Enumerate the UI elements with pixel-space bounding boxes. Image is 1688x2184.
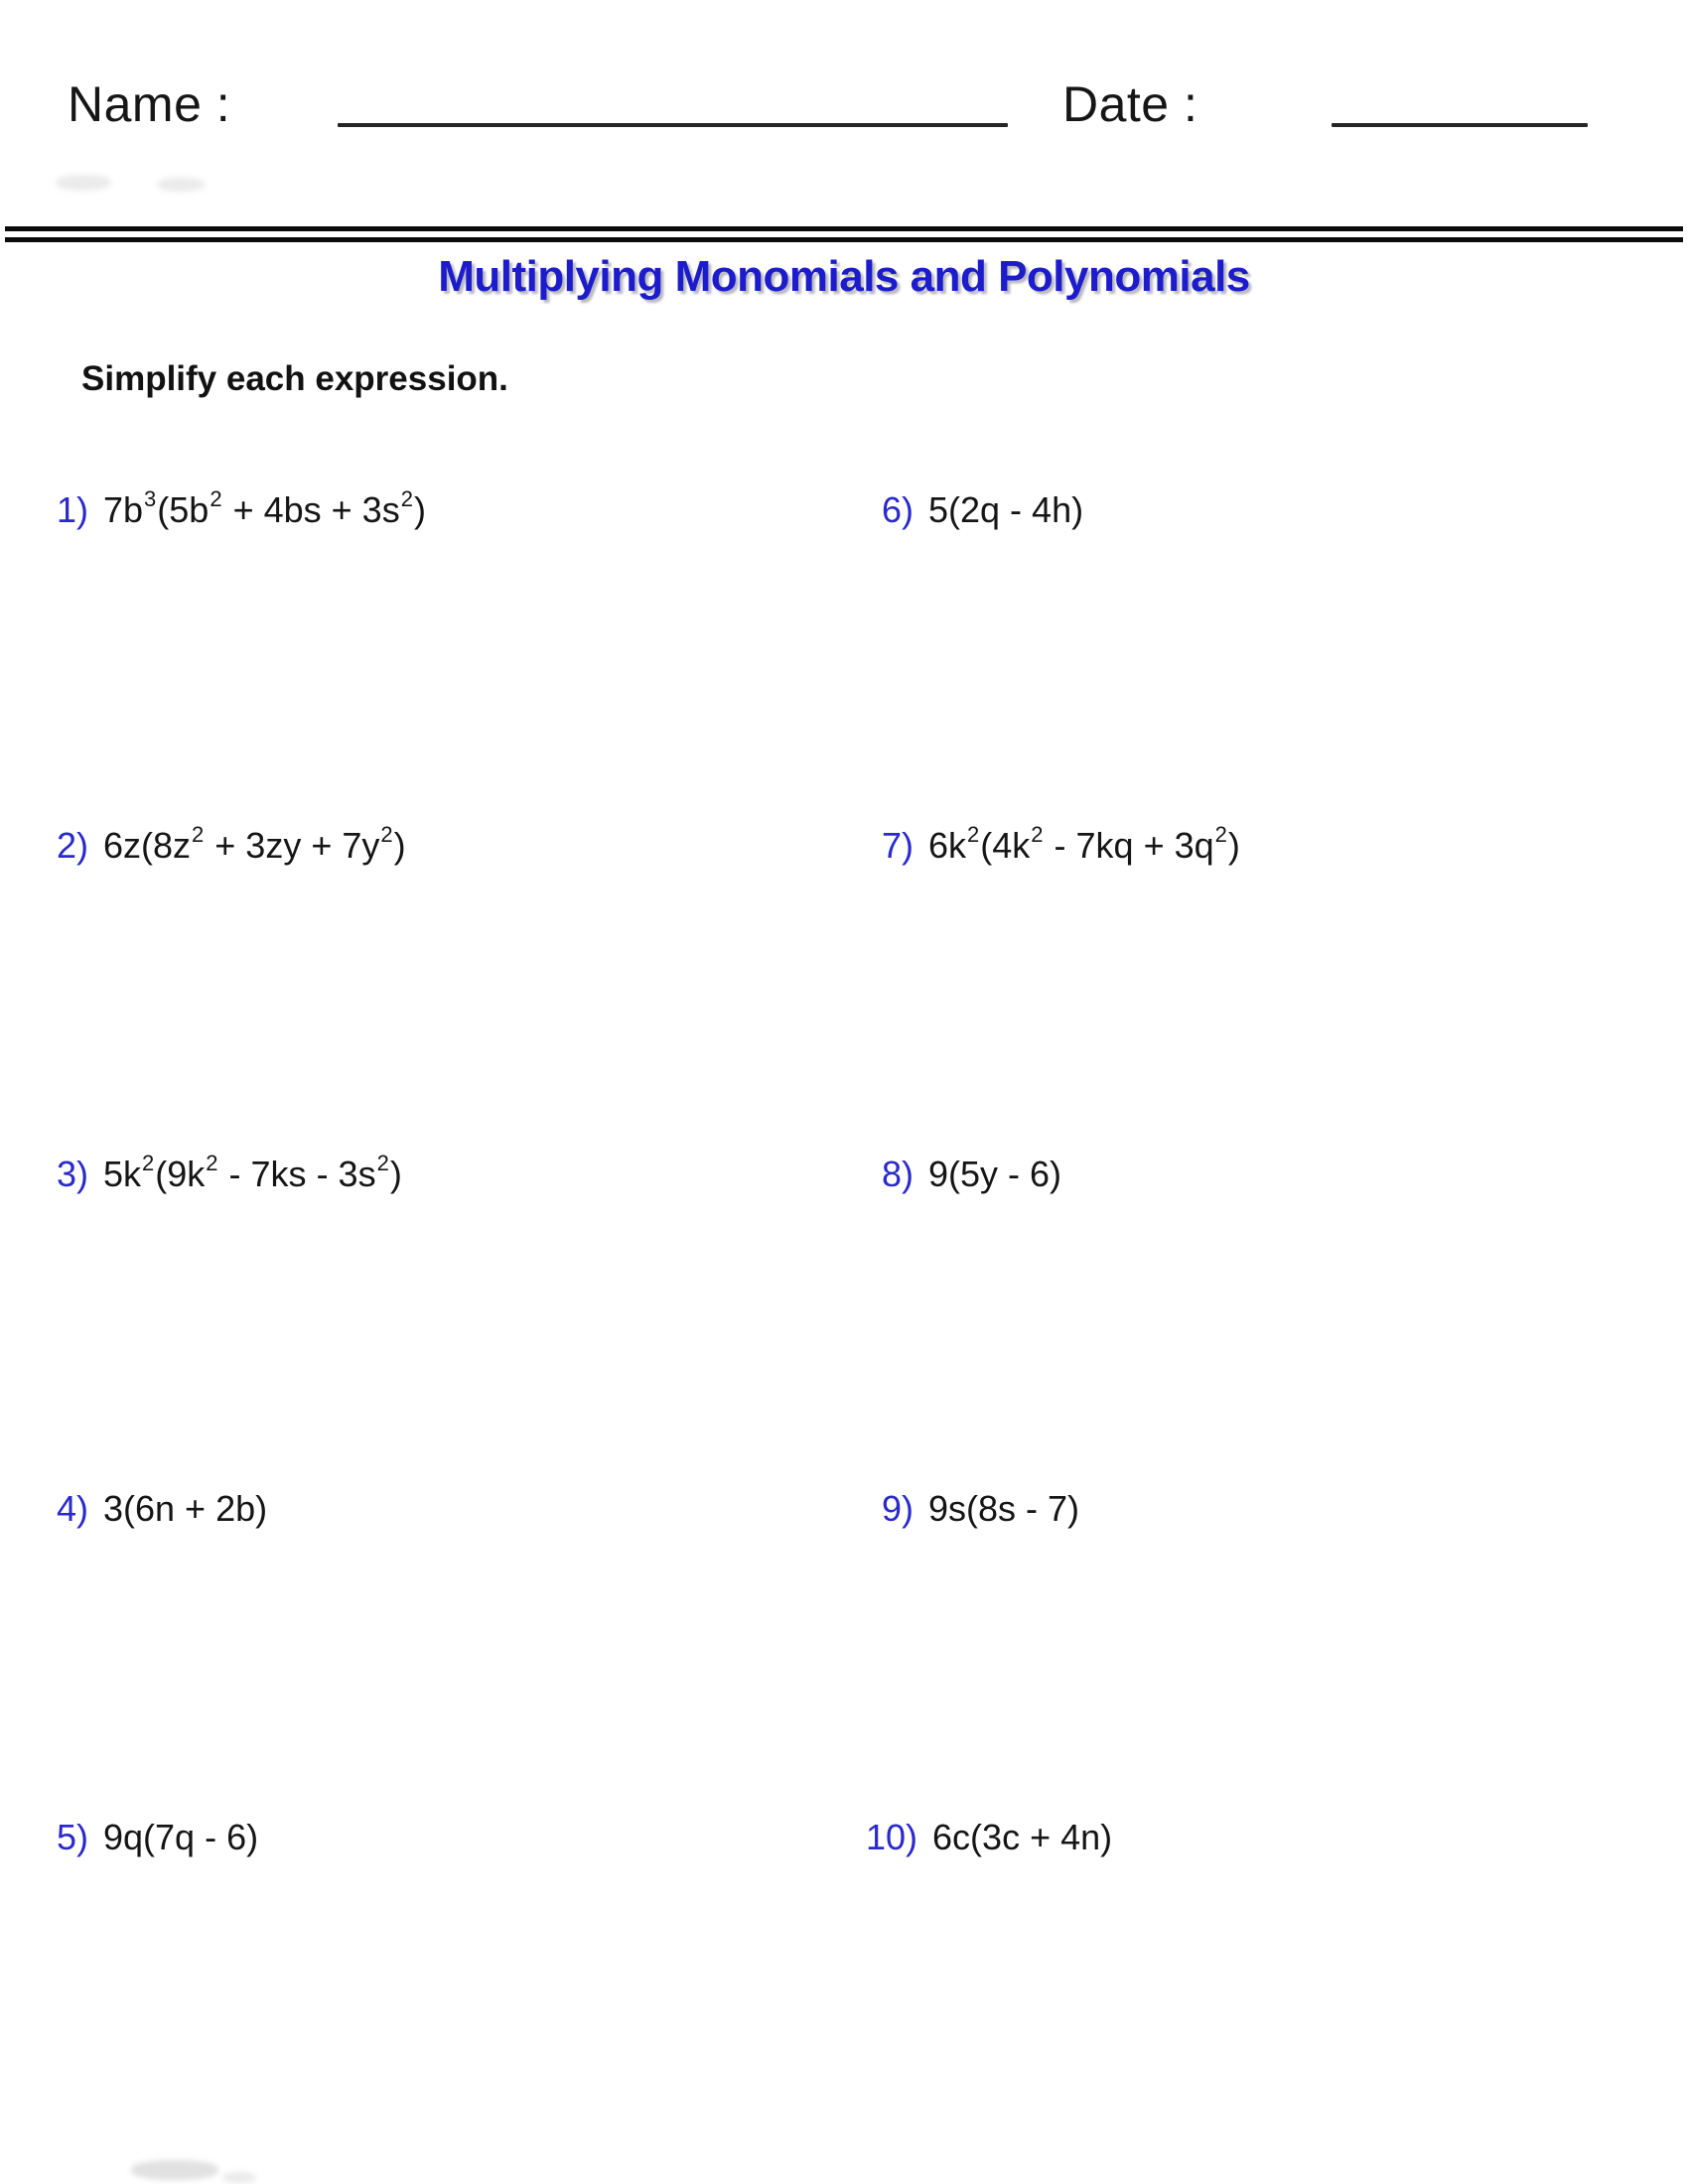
exponent: 2 bbox=[192, 822, 205, 847]
problem-number: 10) bbox=[866, 1817, 918, 1857]
exponent: 3 bbox=[144, 486, 157, 511]
exponent: 2 bbox=[376, 1151, 389, 1175]
exponent: 2 bbox=[967, 822, 980, 847]
problem-expression: 3(6n + 2b) bbox=[103, 1488, 268, 1529]
problem-expression: $6k^2(4k^2 - 7kq + 3q^2)$ bbox=[928, 822, 1240, 866]
problem-number: 3) bbox=[56, 1154, 88, 1194]
problem-expression: $5k^2(9k^2 - 7ks - 3s^2)$ bbox=[103, 1151, 402, 1194]
instruction-text: Simplify each expression. bbox=[81, 359, 508, 398]
print-smudge bbox=[222, 2172, 256, 2183]
problem-number: 7) bbox=[881, 825, 914, 866]
problem-number: 6) bbox=[881, 489, 914, 530]
name-label: Name : bbox=[68, 76, 231, 132]
problem-8 bbox=[866, 1155, 1061, 1194]
problem-number: 8) bbox=[881, 1154, 914, 1194]
name-blank-line bbox=[338, 123, 1008, 127]
problem-9 bbox=[866, 1489, 1079, 1529]
date-blank-line bbox=[1332, 123, 1588, 127]
print-smudge bbox=[56, 175, 111, 191]
problem-3 bbox=[55, 1151, 402, 1194]
problem-6 bbox=[866, 490, 1083, 530]
date-label: Date : bbox=[1062, 76, 1198, 132]
problem-number: 2) bbox=[56, 825, 88, 866]
problem-expression: 9s(8s - 7) bbox=[928, 1488, 1080, 1529]
problem-2 bbox=[55, 822, 406, 866]
problem-7 bbox=[866, 822, 1240, 866]
problem-number: 9) bbox=[881, 1488, 914, 1529]
problem-4 bbox=[55, 1489, 267, 1529]
problem-expression: $7b^3(5b^2 + 4bs + 3s^2)$ bbox=[103, 486, 426, 530]
worksheet-title: Multiplying Monomials and Polynomials bbox=[438, 252, 1250, 301]
problem-5 bbox=[55, 1818, 258, 1857]
exponent: 2 bbox=[1214, 822, 1227, 847]
exponent: 2 bbox=[142, 1151, 155, 1175]
exponent: 2 bbox=[206, 1151, 218, 1175]
problem-expression: 5(2q - 4h) bbox=[928, 489, 1084, 530]
problem-number: 1) bbox=[56, 489, 88, 530]
problem-expression: 6c(3c + 4n) bbox=[932, 1817, 1113, 1857]
problem-10 bbox=[866, 1818, 1112, 1857]
print-smudge bbox=[131, 2160, 218, 2180]
problem-expression: 9(5y - 6) bbox=[928, 1154, 1062, 1194]
problem-number: 4) bbox=[56, 1488, 88, 1529]
problem-1 bbox=[55, 486, 426, 530]
exponent: 2 bbox=[380, 822, 393, 847]
problem-expression: $6z(8z^2 + 3zy + 7y^2)$ bbox=[103, 822, 406, 866]
print-smudge bbox=[157, 178, 205, 192]
exponent: 2 bbox=[210, 486, 222, 511]
problem-number: 5) bbox=[56, 1817, 88, 1857]
problem-expression: 9q(7q - 6) bbox=[103, 1817, 259, 1857]
exponent: 2 bbox=[1031, 822, 1044, 847]
header-divider-double-rule bbox=[5, 226, 1683, 242]
exponent: 2 bbox=[400, 486, 413, 511]
